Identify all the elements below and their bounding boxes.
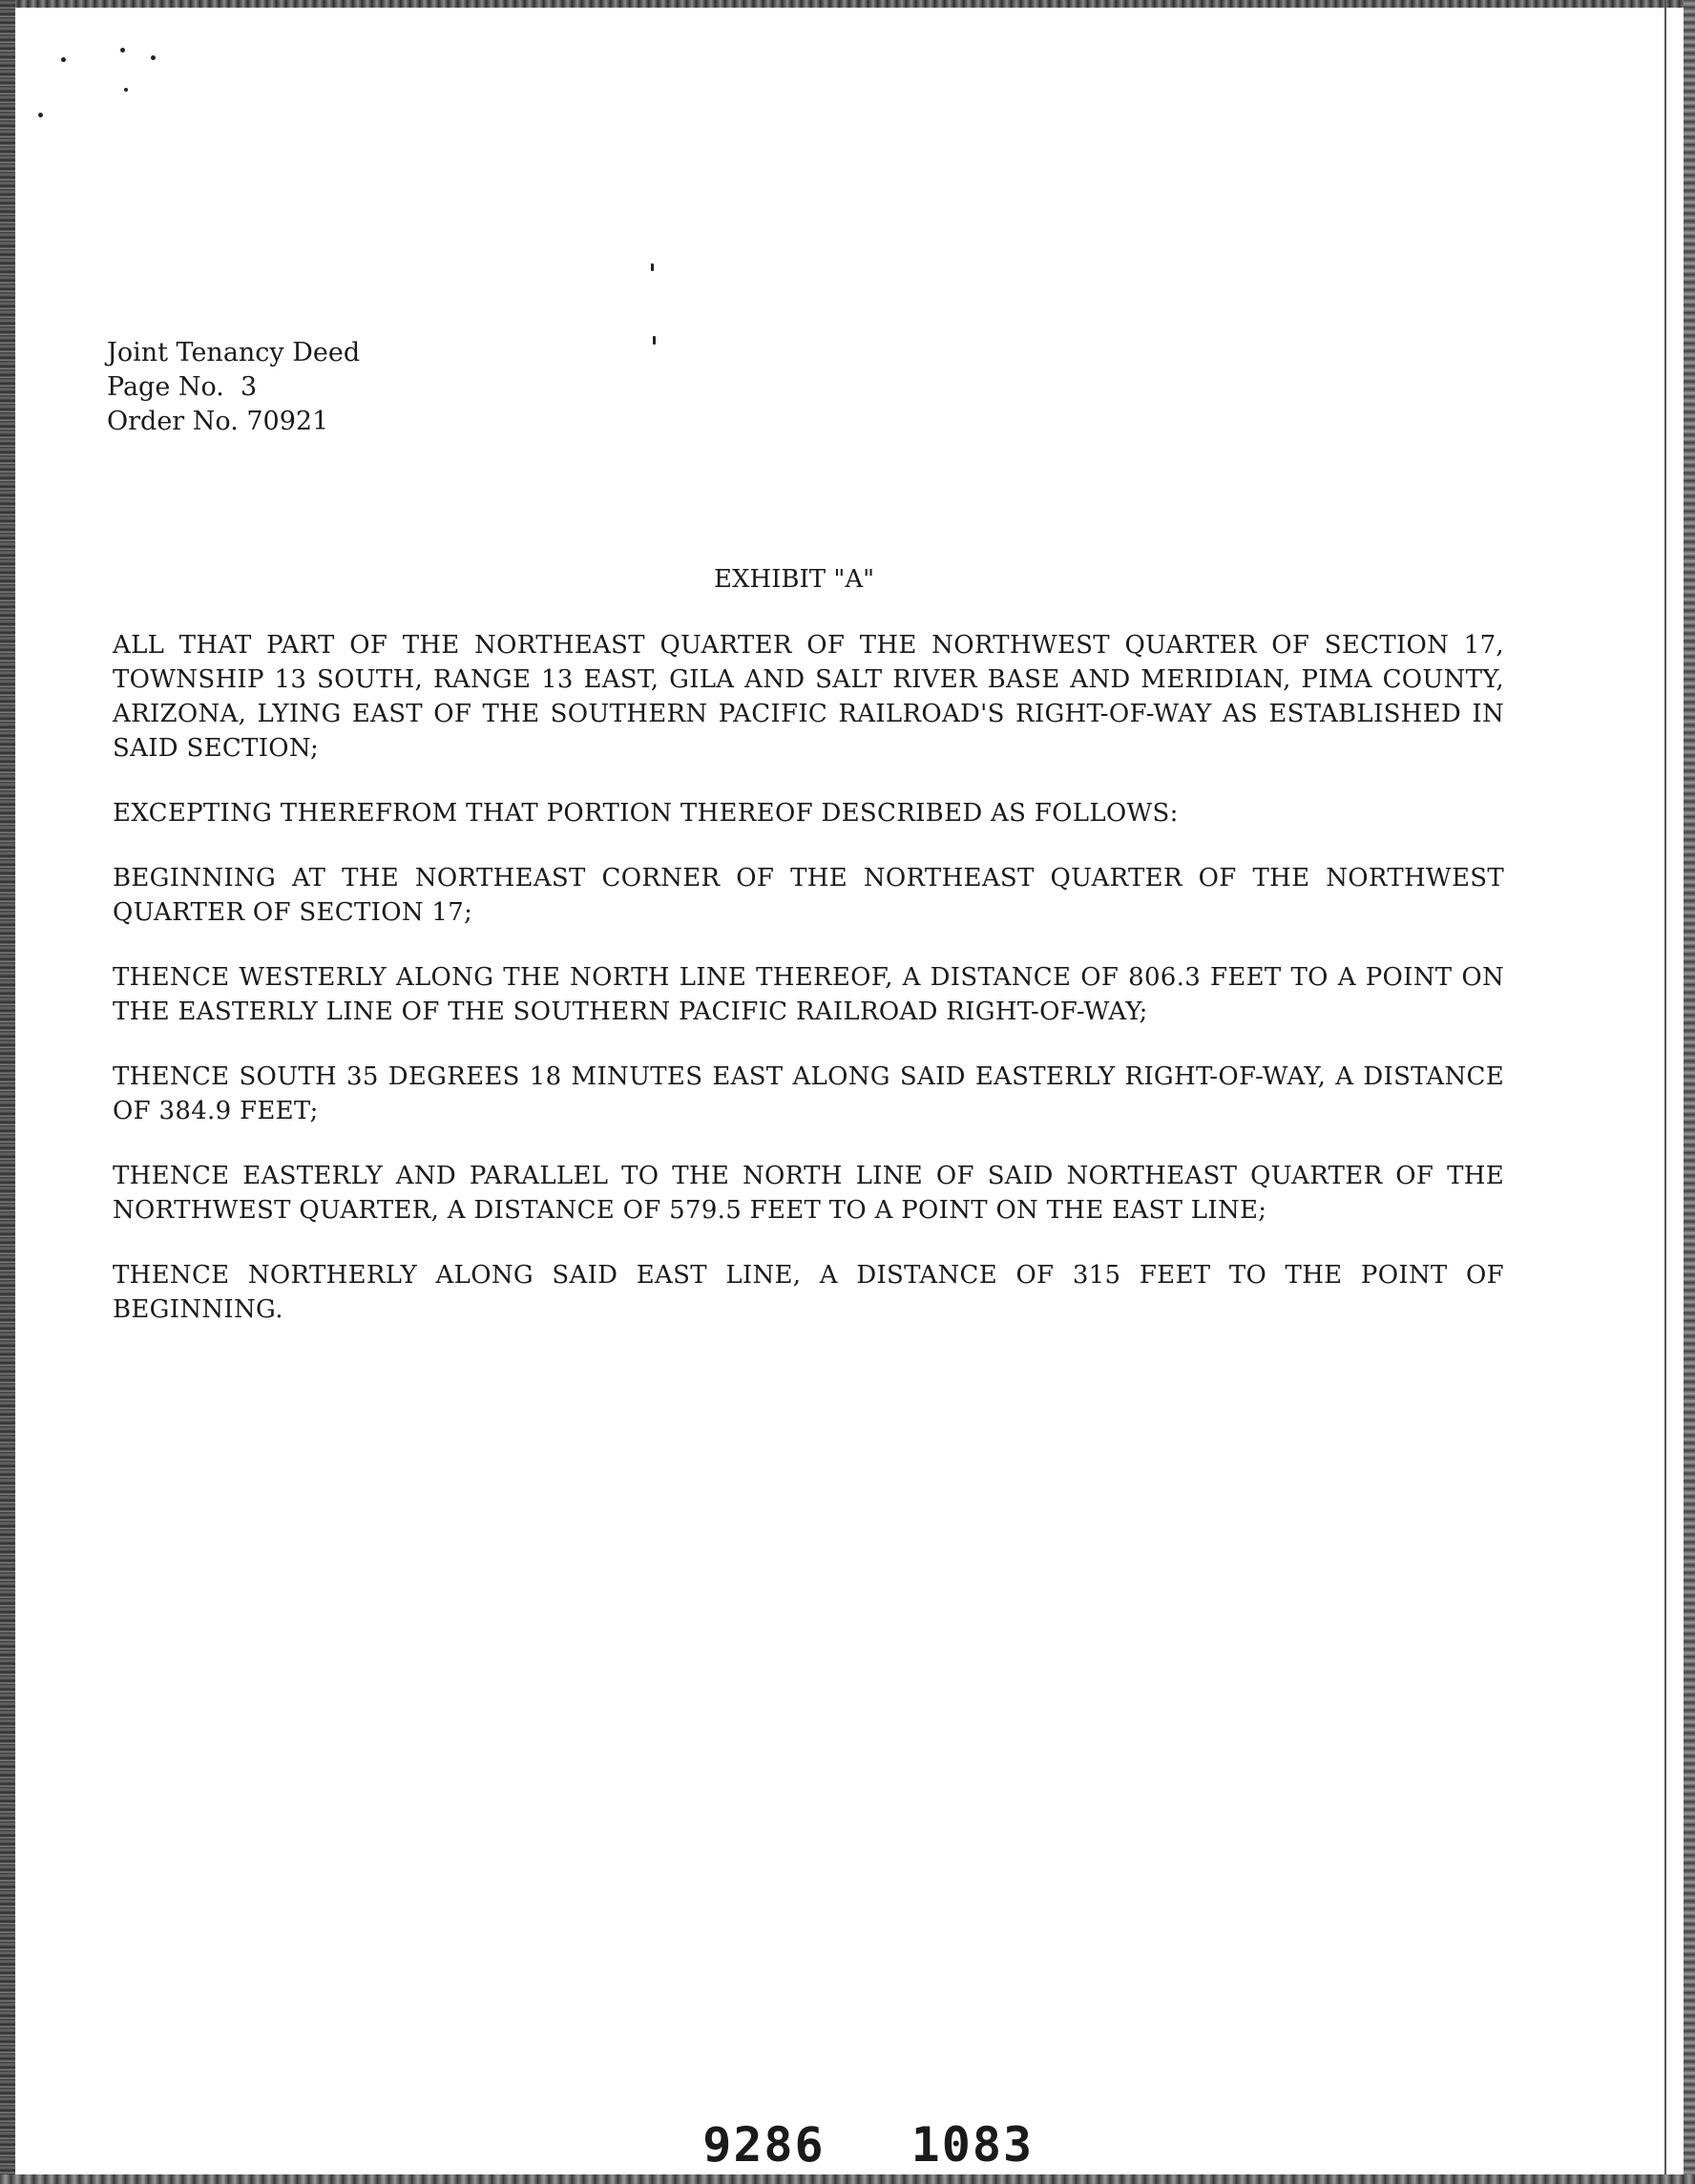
docket-page-number: 1083	[910, 2117, 1035, 2173]
scan-edge-bottom	[0, 2174, 1695, 2184]
paragraph-exception: EXCEPTING THEREFROM THAT PORTION THEREOF DESCRIBED AS FOLLOWS:	[113, 799, 1179, 828]
scan-speck	[120, 48, 125, 52]
book-number: 9286	[702, 2117, 826, 2173]
scan-speck	[653, 336, 656, 345]
scan-edge-right-line	[1664, 0, 1666, 2184]
scan-speck	[651, 263, 654, 271]
recording-stamp	[641, 2062, 1034, 2173]
scan-speck	[38, 113, 43, 117]
document-type: Joint Tenancy Deed	[107, 338, 361, 368]
paragraph-parcel: ALL THAT PART OF THE NORTHEAST QUARTER OF THE NORTHWEST QUARTER OF SECTION 17, TOWNSHIP 13 SOUTH, RANGE 13 EAST, GILA AND SALT RIVER BASE AND MERIDIAN, PIMA COUNTY, ARIZONA, LYING EAST OF THE SOUTHERN PACIFIC RAILROAD'S RIGHT-OF-WAY AS ESTABLISHED IN SAID SECTION;	[113, 631, 1504, 763]
scan-speck	[61, 57, 66, 62]
document-header	[107, 336, 360, 439]
paragraph-westerly: THENCE WESTERLY ALONG THE NORTH LINE THEREOF, A DISTANCE OF 806.3 FEET TO A POINT ON THE EASTERLY LINE OF THE SOUTHERN PACIFIC RAILROAD RIGHT-OF-WAY;	[113, 963, 1504, 1026]
scan-speck	[124, 88, 128, 92]
legal-description	[113, 628, 1504, 1357]
paragraph-easterly: THENCE EASTERLY AND PARALLEL TO THE NORTH LINE OF SAID NORTHEAST QUARTER OF THE NORTHWEST QUARTER, A DISTANCE OF 579.5 FEET TO A POINT ON THE EAST LINE;	[113, 1162, 1504, 1225]
scan-edge-right	[1684, 0, 1695, 2184]
page-number: Page No. 3	[107, 372, 258, 402]
paragraph-south: THENCE SOUTH 35 DEGREES 18 MINUTES EAST ALONG SAID EASTERLY RIGHT-OF-WAY, A DISTANCE OF 384.9 FEET;	[113, 1062, 1504, 1125]
scan-edge-left	[0, 0, 15, 2184]
exhibit-title: EXHIBIT "A"	[714, 565, 875, 594]
paragraph-beginning: BEGINNING AT THE NORTHEAST CORNER OF THE NORTHEAST QUARTER OF THE NORTHWEST QUARTER OF SECTION 17;	[113, 864, 1504, 927]
scan-speck	[151, 55, 156, 60]
order-number: Order No. 70921	[107, 407, 329, 436]
scan-edge-top	[0, 0, 1695, 8]
paragraph-northerly: THENCE NORTHERLY ALONG SAID EAST LINE, A DISTANCE OF 315 FEET TO THE POINT OF BEGINNING.	[113, 1261, 1504, 1324]
